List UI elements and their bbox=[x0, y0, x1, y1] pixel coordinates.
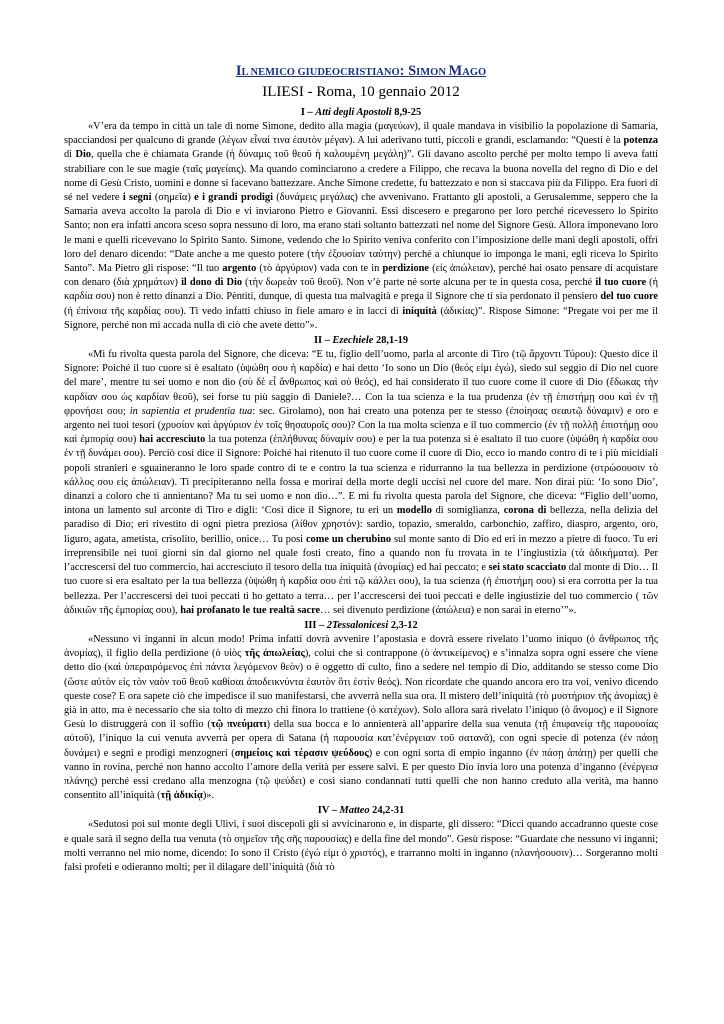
body-text: di bbox=[64, 149, 76, 161]
section-book: Matteo bbox=[339, 805, 370, 817]
body-text: (τὸ ἀργύριον) vada con te in bbox=[256, 263, 383, 275]
section-reference: 2,3-12 bbox=[388, 619, 418, 631]
section-reference: 28,1-19 bbox=[373, 335, 409, 347]
bold-text: del tuo cuore bbox=[600, 291, 658, 303]
body-text: (εἰς ἀπώλειαν), perché hai osato pensare di acquistare con denaro (διὰ χρημάτων) bbox=[64, 263, 659, 289]
section-heading bbox=[64, 804, 658, 818]
title-text: AGO bbox=[462, 67, 487, 78]
body-text: «Sedutosi poi sul monte degli Ulivi, i suoi discepoli gli si avvicinarono e, in disparte, gli dissero: “Dicci quando accadranno queste cose e quale sarà il segno della tua venuta (τὸ σημεῖον τῆς σῆς παρουσίας) e della fine del mondo”. Gesù rispose: “Guardate che nessuno vi inganni; molti verranno nel mio nome, dicendo: Io sono il Cristo (ἐγώ εἰμι ὁ χριστός), e trarranno molti in inganno (πλανήσουσιν)… Sorgeranno molti falsi profeti e odieranno molti; per il dilagare dell’iniquità (διὰ τὸ bbox=[64, 819, 658, 873]
section-number: II – bbox=[313, 335, 333, 347]
section-book: Atti degli Apostoli bbox=[315, 107, 392, 118]
body-text: (σημεῖα) bbox=[151, 192, 195, 204]
section-reference: 24,2-31 bbox=[369, 805, 405, 817]
body-text: … sei divenuto perdizione (ἀπώλεια) e non sarai in eterno’”». bbox=[320, 604, 577, 616]
body-text: di somiglianza, bbox=[431, 505, 504, 517]
section-number: IV – bbox=[317, 805, 340, 817]
section-paragraph bbox=[64, 120, 658, 333]
section-reference: 8,9-25 bbox=[391, 107, 422, 118]
bold-text: il tuo cuore bbox=[595, 277, 647, 289]
bold-text: argento bbox=[222, 263, 257, 275]
body-text: , quella che è chiamata Grande (ἡ δύναμις τοῦ θεοῦ ἡ καλουμένη μεγάλη)”. Gli davano ascolto perché per molto tempo li aveva fatti strabiliare con le sue magie (ταῖς μαγείαις). Ma quando cominciarono a credere a Filippo, che recava la buona novella del regno di Dio e del nome di Gesù Cristo, uomini e donne si facevano battezzare. Anche Simone credette, fu battezzato e non si staccava più da Filippo. Era fuori di sé nel vedere bbox=[64, 149, 658, 204]
bold-text: τῇ ἀδικίᾳ bbox=[160, 790, 203, 802]
document-subtitle: ILIESI - Roma, 10 gennaio 2012 bbox=[262, 84, 460, 100]
bold-text: iniquità bbox=[402, 305, 437, 317]
bold-text: potenza bbox=[623, 135, 658, 147]
body-text: la tua potenza (ἐπλήθυνας δύναμίν σου) e per la tua potenza si è esaltato il tuo cuore (ὑψώθη ἡ καρδία σου ἐν τῇ δυνάμει σου). Perciò così dice il Signore: Poiché hai ritenuto il tuo cuore come il cuore di Dio, ecco io mando contro di te i più micidiali popoli stranieri e sguaineranno le loro spade contro di te e contro la tua scienza e ridurranno la tua bellezza in perdizione (στρώσουσιν τὸ κάλλος σου εἰς ἀπώλειαν). Ti precipiteranno nella fossa e morirai della morte degli uccisi nel cuore del mare. Non dirai più: ‘Io sono Dio’, dinanzi a coloro che ti annientano? Ma tu sei uomo e non dio…”. E mi fu rivolta questa parola del Signore, che diceva: “Figlio dell’uomo, intona un lamento sul arconte di Tiro e digli: ‘Così dice il Signore, tu eri un bbox=[64, 434, 658, 517]
document-title bbox=[64, 62, 658, 82]
title-text: IMON bbox=[416, 67, 449, 78]
section-heading bbox=[64, 334, 658, 348]
title-text: L NEMICO GIUDEOCRISTIANO bbox=[241, 67, 400, 78]
bold-text: τῆς ἀπωλείας bbox=[244, 648, 305, 660]
bold-text: hai profanato le tue realtà sacre bbox=[180, 604, 321, 616]
body-text: «Mi fu rivolta questa parola del Signore, che diceva: “E tu, figlio dell’uomo, parla al arconte di Tiro (τῷ ἄρχοντι Τύρου): Questo dice il Signore: Poiché il tuo cuore si è esaltato (ὑψώθη σου ἡ καρδία) e hai detto ‘Io sono un Dio (θεός εἰμι ἐγώ), siedo sul seggio di Dio nel cuore del mare’, mentre tu sei uomo e non dio (σὺ δὲ εἶ ἄνθρωπος καὶ οὐ θεός), ed hai considerato il tuo cuore come il cuore di Dio (ἔδωκας τὴν καρδίαν σου ὡς καρδίαν θεοῦ), sei forse tu più saggio di Daniele?… Con la tua scienza e la tua prudenza (ἐν τῇ ἐπιστήμῃ σου καὶ ἐν τῇ φρονήσει σου; bbox=[64, 349, 658, 417]
section-book: Ezechiele bbox=[332, 335, 374, 347]
section-book: 2Tessalonicesi bbox=[326, 619, 389, 631]
bold-text: i segni bbox=[122, 192, 152, 204]
bold-text: perdizione bbox=[382, 263, 429, 275]
section-paragraph bbox=[64, 818, 658, 875]
italic-text: in sapientia et prudentia tua bbox=[129, 405, 253, 417]
body-text: (τὴν δωρεὰν τοῦ θεοῦ). Non v’è parte né sorte alcuna per te in questa cosa, perché bbox=[242, 277, 596, 289]
section-number: I – bbox=[300, 107, 316, 118]
section-paragraph bbox=[64, 633, 658, 803]
title-initial: S bbox=[408, 63, 417, 79]
section-paragraph bbox=[64, 348, 658, 618]
body-text: ), colui che si contrappone (ὁ ἀντικείμενος) e s’innalza sopra ogni essere che viene detto dio (καὶ ὑπεραιρόμενος ἐπὶ πάντα λεγόμενον θεὸν) o è oggetto di culto, fino a sedere nel tempio di Dio, additando se stesso come Dio (ὥστε αὐτὸν εἰς τὸν ναὸν τοῦ θεοῦ καθίσαι ἀποδεικνύντα ἑαυτὸν ὅτι ἐστὶν θεός). Non ricordate che quando ancora ero tra voi, venivo dicendo queste cose? E ora sapete ciò che impedisce il suo manifestarsi, che avverrà nella sua ora. Il mistero dell’iniquità (τὸ μυστήριον τῆς ἀνομίας) è già in atto, ma è necessario che sia tolto di mezzo chi finora lo trattiene (ὁ κατέχων). Solo allora sarà rivelato l’iniquo (ὁ ἄνομος) e il Signore Gesù lo distruggerà con il soffio ( bbox=[64, 648, 659, 731]
title-initial: M bbox=[448, 63, 463, 79]
sections-container bbox=[64, 106, 658, 875]
body-text: (ἡ καρδία σου) non è retto dinanzi a Dio. Pèntiti, dunque, di questa tua malvagità e prega il Signore che ti sia perdonato il pensiero bbox=[64, 277, 659, 303]
body-text: (δυνάμεις μεγάλας) che avvenivano. Frattanto gli apostoli, a Gerusalemme, seppero che la Samaria aveva accolto la parola di Dio e vi inviarono Pietro e Giovanni. Essi discesero e pregarono per loro perché ricevessero lo Spirito Santo; non era infatti ancora sceso sopra nessuno di loro, ma erano stati soltanto battezzati nel nome del Signore Gesù. Allora imponevano loro le mani e quelli ricevevano lo Spirito Santo. Simone, vedendo che lo Spirito veniva conferito con l’imposizione delle mani degli apostoli, offrì loro del denaro dicendo: “Date anche a me questo potere (τὴν ἐξουσίαν ταύτην) perché a chiunque io imponga le mani, egli riceva lo Spirito Santo”. Ma Pietro gli rispose: “Il tuo bbox=[64, 192, 659, 275]
bold-text: il dono di Dio bbox=[181, 277, 242, 289]
bold-text: hai accresciuto bbox=[139, 434, 206, 446]
bold-text: Dio bbox=[75, 149, 91, 161]
body-text: ) della sua bocca e lo annienterà all’apparire della sua venuta (τῇ ἐπιφανείᾳ τῆς παρουσίας αὐτοῦ), l’iniquo la cui venuta avverrà per opera di Satana (ἡ παρουσία κατ’ἐνέργειαν τοῦ σατανᾶ), con ogni specie di potenza (ἐν πάσῃ δυνάμει) e segni e prodigi menzogneri ( bbox=[64, 719, 658, 759]
body-text: «V’era da tempo in città un tale di nome Simone, dedito alla magia (μαγεύων), il quale mandava in visibilio la popolazione di Samaria, spacciandosi per qualcuno di grande (λέγων εἶναί τινα ἑαυτὸν μέγαν). A lui aderivano tutti, piccoli e grandi, esclamando: “Questi è la bbox=[64, 121, 658, 147]
bold-text: e i grandi prodigi bbox=[194, 192, 273, 204]
bold-text: sei stato scacciato bbox=[488, 562, 567, 574]
body-text: «Nessuno vi inganni in alcun modo! Prima infatti dovrà avvenire l’apostasia e dovrà essere rivelato l’uomo iniquo (ὁ ἄνθρωπος τῆς ἀνομίας), il figlio della perdizione (ὁ υἱὸς bbox=[64, 633, 658, 660]
bold-text: corona di bbox=[503, 505, 547, 517]
section-heading bbox=[64, 106, 658, 120]
bold-text: σημείοις καὶ τέρασιν ψεύδους bbox=[234, 747, 369, 759]
section-number: III – bbox=[304, 619, 327, 631]
body-text: dal monte di Dio… Il tuo cuore si era esaltato per la tua bellezza (ὑψώθη ἡ καρδία σου ἐπὶ τῷ κάλλει σου), la tua scienza (ἡ ἐπιστήμη σου) si era corrotta per la tua bellezza. Per l’accrescersi dei tuoi peccati ti ho gettato a terra… per l’accrescersi dei tuoi peccati e delle ingiustizie del tuo commercio ( τῶν ἀδικιῶν τῆς ἐμπορίας σου), bbox=[64, 562, 658, 616]
body-text: (ἡ ἐπίνοια τῆς καρδίας σου). Ti vedo infatti chiuso in fiele amaro e in lacci di bbox=[64, 305, 403, 317]
body-text: sul monte santo di Dio ed eri in mezzo a pietre di fuoco. Tu eri irreprensibile nei tuoi giorni sin dal giorno nel quale fosti creato, fino a quando non fu trovata in te l’ingiustizia (τὰ ἀδικήματα). Per l’accrescersi del tuo commercio, hai accresciuto il tesoro della tua iniquità (ἀνομίας) ed hai peccato; e bbox=[64, 533, 658, 574]
title-initial: I bbox=[235, 63, 242, 79]
body-text: )». bbox=[202, 790, 215, 802]
section-heading bbox=[64, 619, 658, 633]
title-separator: : bbox=[399, 63, 409, 79]
body-text: ) e con ogni sorta di empio inganno (ἐν πάσῃ ἀπάτῃ) per quelli che vanno in rovina, perché non hanno accolto l’amore della verità per essere salvi. E per questo Dio invia loro una potenza d’inganno (ἐνέργεια πλάνης) perché essi credano alla menzogna (τῷ ψεύδει) e così siano condannati tutti quelli che non hanno creduto alla verità, ma hanno consentito all’iniquità ( bbox=[64, 747, 659, 802]
body-text: (ἀδικίας)”. Rispose Simone: “Pregate voi per me il Signore, perché non mi accada nulla di ciò che avete detto”». bbox=[64, 305, 658, 331]
bold-text: τῷ πνεύματι bbox=[210, 719, 267, 731]
body-text: : sec. Girolamo), non hai creato una potenza per te stesso (ἐποίησας σεαυτῷ δύναμιν) e oro e argento nei tuoi tesori (χρυσίον καὶ ἀργύριον ἐν τοῖς θησαυροῖς σου)? Con la tua molta scienza e il tuo commercio (ἐν τῇ πολλῇ ἐπιστήμῃ σου καὶ ἐμπορίᾳ σου) bbox=[64, 405, 658, 446]
bold-text: come un cherubino bbox=[305, 533, 392, 545]
bold-text: modello bbox=[396, 505, 432, 517]
body-text: bellezza, nella delizia del paradiso di Dio; eri rivestito di ogni pietra preziosa (λίθον χρηστόν): sardio, topazio, smeraldo, carbonchio, zaffiro, diaspro, argento, oro, ligurо, agata, ametista, crisolito, berillio, onice… Tu posi bbox=[64, 505, 658, 545]
